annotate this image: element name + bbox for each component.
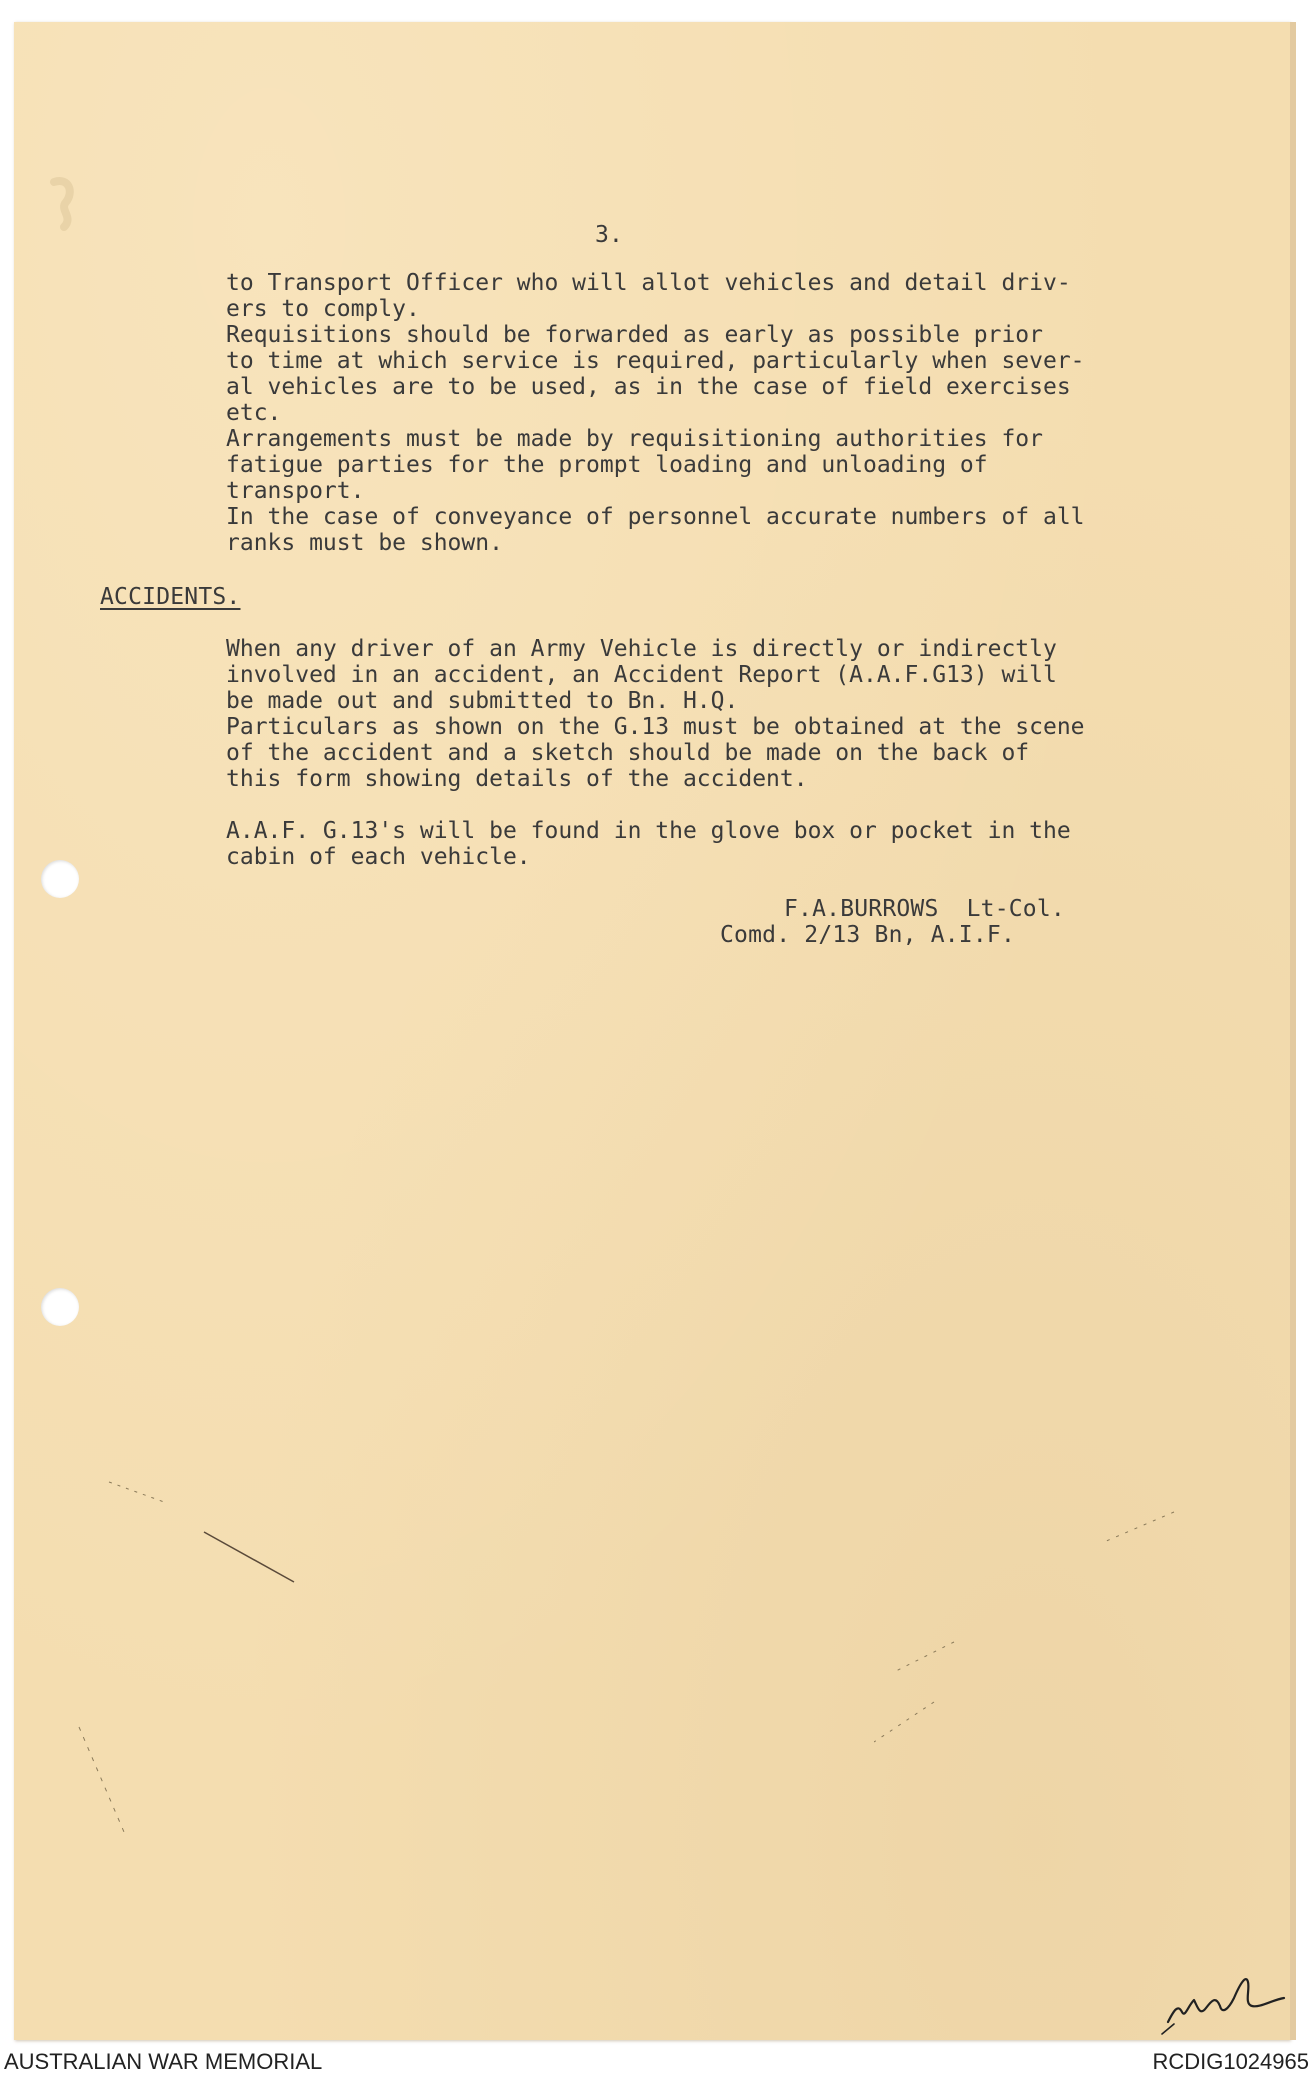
footer-institution: AUSTRALIAN WAR MEMORIAL bbox=[4, 2049, 323, 2074]
text-line: ranks must be shown. bbox=[226, 530, 503, 556]
text-line: to time at which service is required, particularly when sever- bbox=[226, 348, 1085, 374]
text-line: of the accident and a sketch should be made on the back of bbox=[226, 740, 1030, 766]
paragraph-accident-report bbox=[226, 636, 1085, 792]
text-line: cabin of each vehicle. bbox=[226, 844, 531, 870]
section-heading-accidents: ACCIDENTS. bbox=[100, 584, 241, 610]
text-line: be made out and submitted to Bn. H.Q. bbox=[226, 688, 739, 714]
paragraph-glove-box bbox=[226, 818, 1071, 870]
text-line: fatigue parties for the prompt loading and unloading of bbox=[226, 452, 988, 478]
text-line: to Transport Officer who will allot vehicles and detail driv- bbox=[226, 270, 1071, 296]
paper-damage-mark bbox=[44, 172, 104, 252]
scratch-mark bbox=[104, 1472, 304, 1592]
scratch-mark bbox=[74, 1722, 154, 1842]
text-line: Arrangements must be made by requisitioning authorities for bbox=[226, 426, 1043, 452]
handwritten-initials bbox=[1160, 1960, 1290, 2040]
text-line: Particulars as shown on the G.13 must be obtained at the scene bbox=[226, 714, 1085, 740]
text-line: ers to comply. bbox=[226, 296, 420, 322]
text-line: al vehicles are to be used, as in the case of field exercises bbox=[226, 374, 1071, 400]
text-line: this form showing details of the accident. bbox=[226, 766, 808, 792]
paragraph-transport-requisitions bbox=[226, 270, 1085, 556]
footer-reference-id: RCDIG1024965 bbox=[1152, 2049, 1309, 2074]
text-line: When any driver of an Army Vehicle is directly or indirectly bbox=[226, 636, 1057, 662]
text-line: Requisitions should be forwarded as early as possible prior bbox=[226, 322, 1043, 348]
text-line: In the case of conveyance of personnel accurate numbers of all bbox=[226, 504, 1085, 530]
text-line: transport. bbox=[226, 478, 365, 504]
text-line: etc. bbox=[226, 400, 282, 426]
scratch-mark bbox=[874, 1502, 1194, 1762]
paper-edge bbox=[1290, 22, 1296, 2040]
punch-hole bbox=[41, 1288, 79, 1326]
signature-name: F.A.BURROWS Lt-Col. bbox=[784, 896, 1065, 922]
page-number: 3. bbox=[595, 222, 624, 248]
punch-hole bbox=[41, 860, 79, 898]
signature-title: Comd. 2/13 Bn, A.I.F. bbox=[720, 922, 1015, 948]
text-line: A.A.F. G.13's will be found in the glove box or pocket in the bbox=[226, 818, 1071, 844]
text-line: involved in an accident, an Accident Report (A.A.F.G13) will bbox=[226, 662, 1057, 688]
